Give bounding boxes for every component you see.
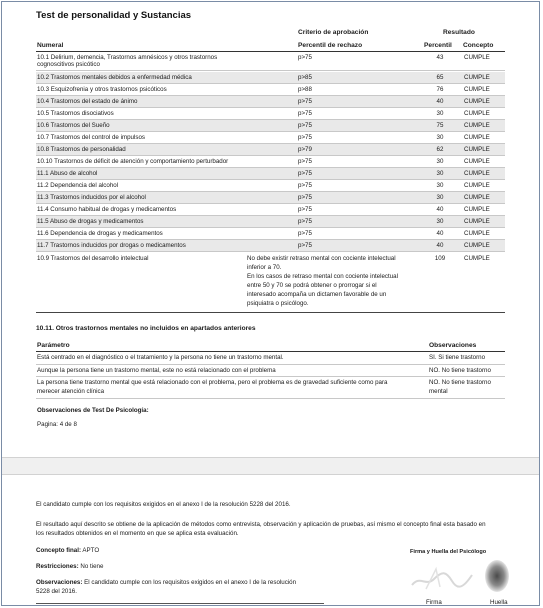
table-row (36, 132, 505, 144)
header-observaciones: Observaciones (429, 342, 477, 349)
row-name: 11.4 Consumo habitual de drogas y medicamentos (37, 206, 177, 213)
row-percentil: 75 (436, 122, 444, 129)
row-percentil: 109 (434, 255, 446, 262)
table-row (36, 216, 505, 228)
header-resultado: Resultado (443, 29, 475, 36)
param-row: La persona tiene trastorno mental que está relacionado con el problema, pero el problema es de gravedad suficiente como para (37, 379, 388, 386)
observaciones-label: Observaciones de Test De Psicología: (37, 407, 149, 414)
row-criterio-line: interesado acompaña un dictamen favorable de un (247, 291, 387, 298)
table-row (36, 204, 505, 216)
row-concepto: CUMPLE (464, 122, 490, 129)
row-concepto: CUMPLE (464, 194, 490, 201)
row-percentil: 30 (436, 194, 444, 201)
table-row (36, 84, 505, 96)
observaciones-final-value-cont: 5228 del 2016. (36, 588, 77, 595)
row-criterio: p>85 (298, 74, 312, 81)
table-row (36, 72, 505, 84)
row-percentil: 65 (436, 74, 444, 81)
row-name-cont: cognoscitivos psicótico (37, 61, 100, 68)
page-number: Pagina: 4 de 8 (37, 421, 77, 428)
row-criterio: p>88 (298, 86, 312, 93)
row-concepto: CUMPLE (464, 54, 490, 61)
row-concepto: CUMPLE (464, 206, 490, 213)
row-name: 10.10 Trastornos de déficit de atención y comportamiento perturbador (37, 158, 229, 165)
compliance-text: El candidato cumple con los requisitos exigidos en el anexo I de la resolución 5228 del 2016. (36, 501, 291, 508)
huella-caption: Huella (490, 599, 508, 606)
row-percentil: 76 (436, 86, 444, 93)
methodology-text-cont: los resultados obtenidos en el momento en que se aplica esta evaluación. (36, 530, 239, 537)
row-percentil: 40 (436, 230, 444, 237)
row-percentil: 40 (436, 206, 444, 213)
row-divider (36, 376, 505, 377)
table-row (36, 180, 505, 192)
row-name: 11.6 Dependencia de drogas y medicamentos (37, 230, 163, 237)
row-criterio: p>75 (298, 98, 312, 105)
row-criterio: p>75 (298, 54, 312, 61)
table-row (36, 253, 505, 313)
row-concepto: CUMPLE (464, 230, 490, 237)
row-concepto: CUMPLE (464, 182, 490, 189)
row-name: 10.5 Trastornos disociativos (37, 110, 114, 117)
header-concepto: Concepto (463, 42, 494, 49)
row-name: 10.4 Trastornos del estado de ánimo (37, 98, 138, 105)
row-name: 11.7 Trastornos inducidos por drogas o medicamentos (37, 242, 186, 249)
restricciones-value: No tiene (80, 563, 104, 570)
row-criterio-line: En los casos de retraso mental con cociente intelectual (247, 273, 398, 280)
row-criterio: p>75 (298, 110, 312, 117)
row-name: 11.5 Abuso de drogas y medicamentos (37, 218, 144, 225)
row-name: 10.8 Trastornos de personalidad (37, 146, 126, 153)
row-concepto: CUMPLE (464, 146, 490, 153)
row-criterio: p>75 (298, 194, 312, 201)
param-row: Aunque la persona tiene un trastorno mental, este no está relacionado con el problema (37, 367, 276, 374)
header-numeral: Numeral (37, 42, 64, 49)
fingerprint-image (480, 557, 514, 595)
document-viewer (1, 1, 540, 606)
concepto-value: APTO (82, 547, 100, 554)
row-name: 10.9 Trastornos del desarrollo intelectual (37, 255, 149, 262)
page-title: Test de personalidad y Sustancias (36, 10, 192, 21)
header-percentil-rechazo: Percentil de rechazo (298, 42, 363, 49)
row-concepto: CUMPLE (464, 218, 490, 225)
obs-row: SI. Si tiene trastorno (429, 354, 486, 361)
row-percentil: 40 (436, 98, 444, 105)
table-row (36, 96, 505, 108)
param-row-cont: merecer atención clínica (37, 388, 105, 395)
firma-caption: Firma (426, 599, 442, 606)
row-criterio: p>75 (298, 218, 312, 225)
page-4 (2, 2, 539, 457)
row-concepto: CUMPLE (464, 242, 490, 249)
table-row (36, 228, 505, 240)
row-percentil: 30 (436, 158, 444, 165)
row-criterio: p>75 (298, 230, 312, 237)
row-concepto: CUMPLE (464, 255, 490, 262)
row-divider (36, 398, 505, 399)
row-concepto: CUMPLE (464, 158, 490, 165)
section-title: 10.11. Otros trastornos mentales no incluidos en apartados anteriores (36, 325, 256, 332)
row-name: 11.2 Dependencia del alcohol (37, 182, 119, 189)
row-concepto: CUMPLE (464, 74, 490, 81)
restricciones-label: Restricciones: (36, 563, 79, 570)
header-percentil: Percentil (424, 42, 452, 49)
row-percentil: 62 (436, 146, 444, 153)
row-name: 10.2 Trastornos mentales debidos a enfermedad médica (37, 74, 192, 81)
table-row (36, 168, 505, 180)
row-name: 10.3 Esquizofrenia y otros trastornos psicóticos (37, 86, 167, 93)
row-name: 10.6 Trastornos del Sueño (37, 122, 110, 129)
obs-row: NO. No tiene trastorno (429, 367, 491, 374)
methodology-text: El resultado aquí descrito se obtiene de la aplicación de métodos como entrevista, observación y aplicación de pruebas, así mismo el concepto final esta basado en (36, 521, 486, 528)
row-percentil: 30 (436, 134, 444, 141)
header-criterio: Criterio de aprobación (298, 29, 369, 36)
row-criterio: p>75 (298, 158, 312, 165)
row-criterio: p>75 (298, 182, 312, 189)
row-criterio: p>79 (298, 146, 312, 153)
row-percentil: 43 (436, 54, 444, 61)
row-concepto: CUMPLE (464, 86, 490, 93)
row-concepto: CUMPLE (464, 134, 490, 141)
row-concepto: CUMPLE (464, 170, 490, 177)
row-criterio-line: No debe existir retraso mental con cociente intelectual (247, 255, 396, 262)
row-name: 10.1 Delirium, demencia, Trastornos amnésicos y otros trastornos (37, 54, 218, 61)
row-criterio: p>75 (298, 122, 312, 129)
obs-row-cont: mental (429, 388, 448, 395)
table-row (36, 192, 505, 204)
row-percentil: 30 (436, 218, 444, 225)
table-row (36, 52, 505, 71)
row-percentil: 30 (436, 110, 444, 117)
row-percentil: 30 (436, 182, 444, 189)
row-criterio: p>75 (298, 242, 312, 249)
row-percentil: 30 (436, 170, 444, 177)
row-criterio: p>75 (298, 134, 312, 141)
row-criterio-line: psiquiatra o psicólogo. (247, 300, 309, 307)
table-row (36, 108, 505, 120)
signature-image (406, 557, 482, 597)
table-row (36, 120, 505, 132)
row-name: 11.3 Trastornos inducidos por el alcohol (37, 194, 146, 201)
row-concepto: CUMPLE (464, 98, 490, 105)
firma-huella-label: Firma y Huella del Psicólogo (410, 549, 487, 555)
row-percentil: 40 (436, 242, 444, 249)
table-row (36, 240, 505, 252)
table-row (36, 156, 505, 168)
row-concepto: CUMPLE (464, 110, 490, 117)
row-divider (36, 364, 505, 365)
row-criterio: p>75 (298, 206, 312, 213)
observaciones-final-value: El candidato cumple con los requisitos exigidos en el anexo I de la resolución (84, 579, 297, 586)
param-row: Está centrado en el diagnóstico o el tratamiento y la persona no tiene un trastorno mental. (37, 354, 284, 361)
row-criterio-line: entre 50 y 70 se podrá obtener o prorrogar si el (247, 282, 377, 289)
page-5 (2, 475, 539, 606)
row-name: 11.1 Abuso de alcohol (37, 170, 98, 177)
page-separator (2, 457, 539, 475)
signature-line-left (36, 603, 324, 604)
concepto-label: Concepto final: (36, 547, 82, 554)
obs-row: NO. No tiene trastorno (429, 379, 491, 386)
row-criterio-line: inferior a 70. (247, 264, 282, 271)
observaciones-final-label: Observaciones: (36, 579, 83, 586)
header-parametro: Parámetro (37, 342, 70, 349)
section-header-divider (36, 351, 505, 352)
table-row (36, 144, 505, 156)
row-criterio: p>75 (298, 170, 312, 177)
row-name: 10.7 Trastornos del control de impulsos (37, 134, 145, 141)
